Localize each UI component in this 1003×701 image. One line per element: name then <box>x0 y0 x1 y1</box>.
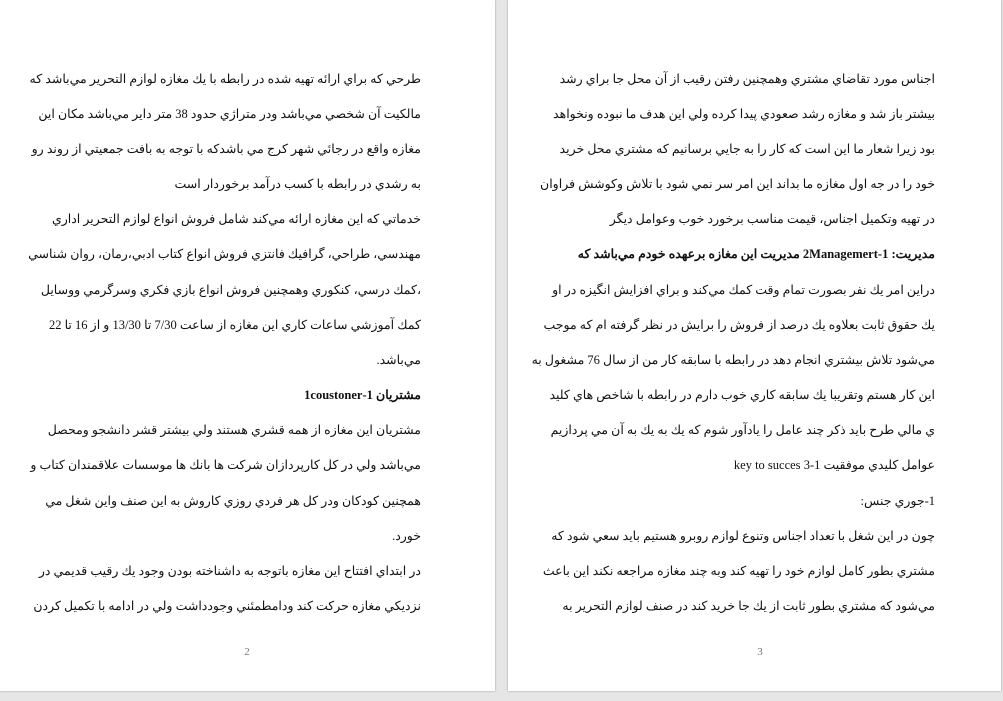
text-line: در ابتداي افتتاح اين مغازه باتوجه به داشناخته بودن وجود يك رقيب قديمي در <box>38 564 421 578</box>
document-page-2 <box>0 0 495 691</box>
text-line: دراين امر يك نفر بصورت تمام وقت كمك مي‌كند و براي افزايش انگيزه در او <box>552 283 935 297</box>
text-line: 1-جوري جنس: <box>860 494 935 508</box>
text-line: يك حقوق ثابت بعلاوه يك درصد از فروش را برايش در نظر گرفته ام كه موجب <box>543 318 935 332</box>
text-line: مهندسي، طراحي، گرافيك فانتزي فروش انواع كتاب ادبي،رمان، روان شناسي <box>28 247 421 261</box>
text-line: طرحي كه براي ارائه تهيه شده در رابطه با يك مغازه لوازم التحرير مي‌باشد كه <box>29 72 421 86</box>
page-number: 2 <box>244 646 250 658</box>
text-line: مي‌شود كه مشتري بطور ثابت از يك جا خريد كند در صنف لوازم التحرير به <box>562 599 935 613</box>
section-heading: مديريت: 1-2Managemert مديريت اين مغازه برعهده خودم مي‌باشد كه <box>577 247 935 261</box>
text-line: چون در اين شغل با تعداد اجناس وتنوع لوازم روبرو هستيم بايد سعي شود كه <box>551 529 935 543</box>
text-line: خدماتي كه اين مغازه ارائه مي‌كند شامل فروش انواع لوازم التحرير اداري <box>51 212 421 226</box>
text-line: در تهيه وتكميل اجناس، قيمت مناسب برخورد خوب وعوامل ديگر <box>609 212 935 226</box>
text-line: به رشدي در رابطه با كسب درآمد برخوردار است <box>174 177 421 191</box>
text-line: همچنين كودكان ودر كل هر فردي روزي كاروش به اين صنف واين شغل مي <box>45 494 421 508</box>
text-line: اجناس مورد تقاضاي مشتري وهمچنين رفتن رقيب از آن محل جا براي رشد <box>559 72 935 86</box>
text-line: مشتري بطور كامل لوازم خود را تهيه كند وبه چند مغازه مراجعه نكند اين باعث <box>542 564 935 578</box>
text-line: اين كار هستم وتقريبا يك سابقه كاري خوب دارم در رابطه با شاخص هاي كليد <box>549 388 935 402</box>
text-line: مي‌شود تلاش بيشتري انجام دهد در رابطه با سابقه كار من از سال 76 مشغول به <box>531 353 935 367</box>
text-line: مي‌باشد. <box>376 353 421 367</box>
section-heading: عوامل كليدي موفقيت 1-3 key to succes <box>733 458 935 472</box>
text-line: بيشتر باز شد و مغازه رشد صعودي پيدا كرده ولي اين هدف ما نبوده ونخواهد <box>553 107 935 121</box>
text-line: مي‌باشد ولي در كل كارپردازان شركت ها بانك ها موسسات علاقمندان كتاب و <box>30 458 421 472</box>
text-line: ي مالي طرح بايد ذكر چند عامل را يادآور شوم كه يك به يك به آن مي پردازيم <box>550 423 935 437</box>
text-line: بود زيرا شعار ما اين است كه كار را به جايي برسانيم كه مشتري محل خريد <box>559 142 935 156</box>
text-line: كمك آموزشي ساعات كاري اين مغازه از ساعت 7/30 تا 13/30 و از 16 تا 22 <box>48 318 421 332</box>
text-line: خود را در جه اول مغازه ما بداند اين امر سر نمي شود با تلاش وكوشش فراوان <box>540 177 935 191</box>
section-heading: مشتريان 1-1coustoner <box>304 388 421 402</box>
text-line: نزديكي مغازه حركت كند ودامطمئني وجودداشت ولي در ادامه با تكميل كردن <box>33 599 421 613</box>
text-line: مالكيت آن شخصي مي‌باشد ودر متراژي حدود 38 متر داير مي‌باشد مكان اين <box>38 107 421 121</box>
page-number: 3 <box>757 646 763 658</box>
text-line: مغازه واقع در رجائي شهر كرج مي باشدكه با توجه به بافت جمعيتي از روند رو <box>31 142 421 156</box>
text-line: ،كمك درسي، كنكوري وهمچنين فروش انواع بازي فكري وسرگرمي ووسايل <box>40 283 421 297</box>
text-line: مشتريان اين مغازه از همه قشري هستند ولي بيشتر قشر دانشجو ومحصل <box>47 423 421 437</box>
document-page-3 <box>508 0 1001 691</box>
text-line: خورد. <box>392 529 421 543</box>
